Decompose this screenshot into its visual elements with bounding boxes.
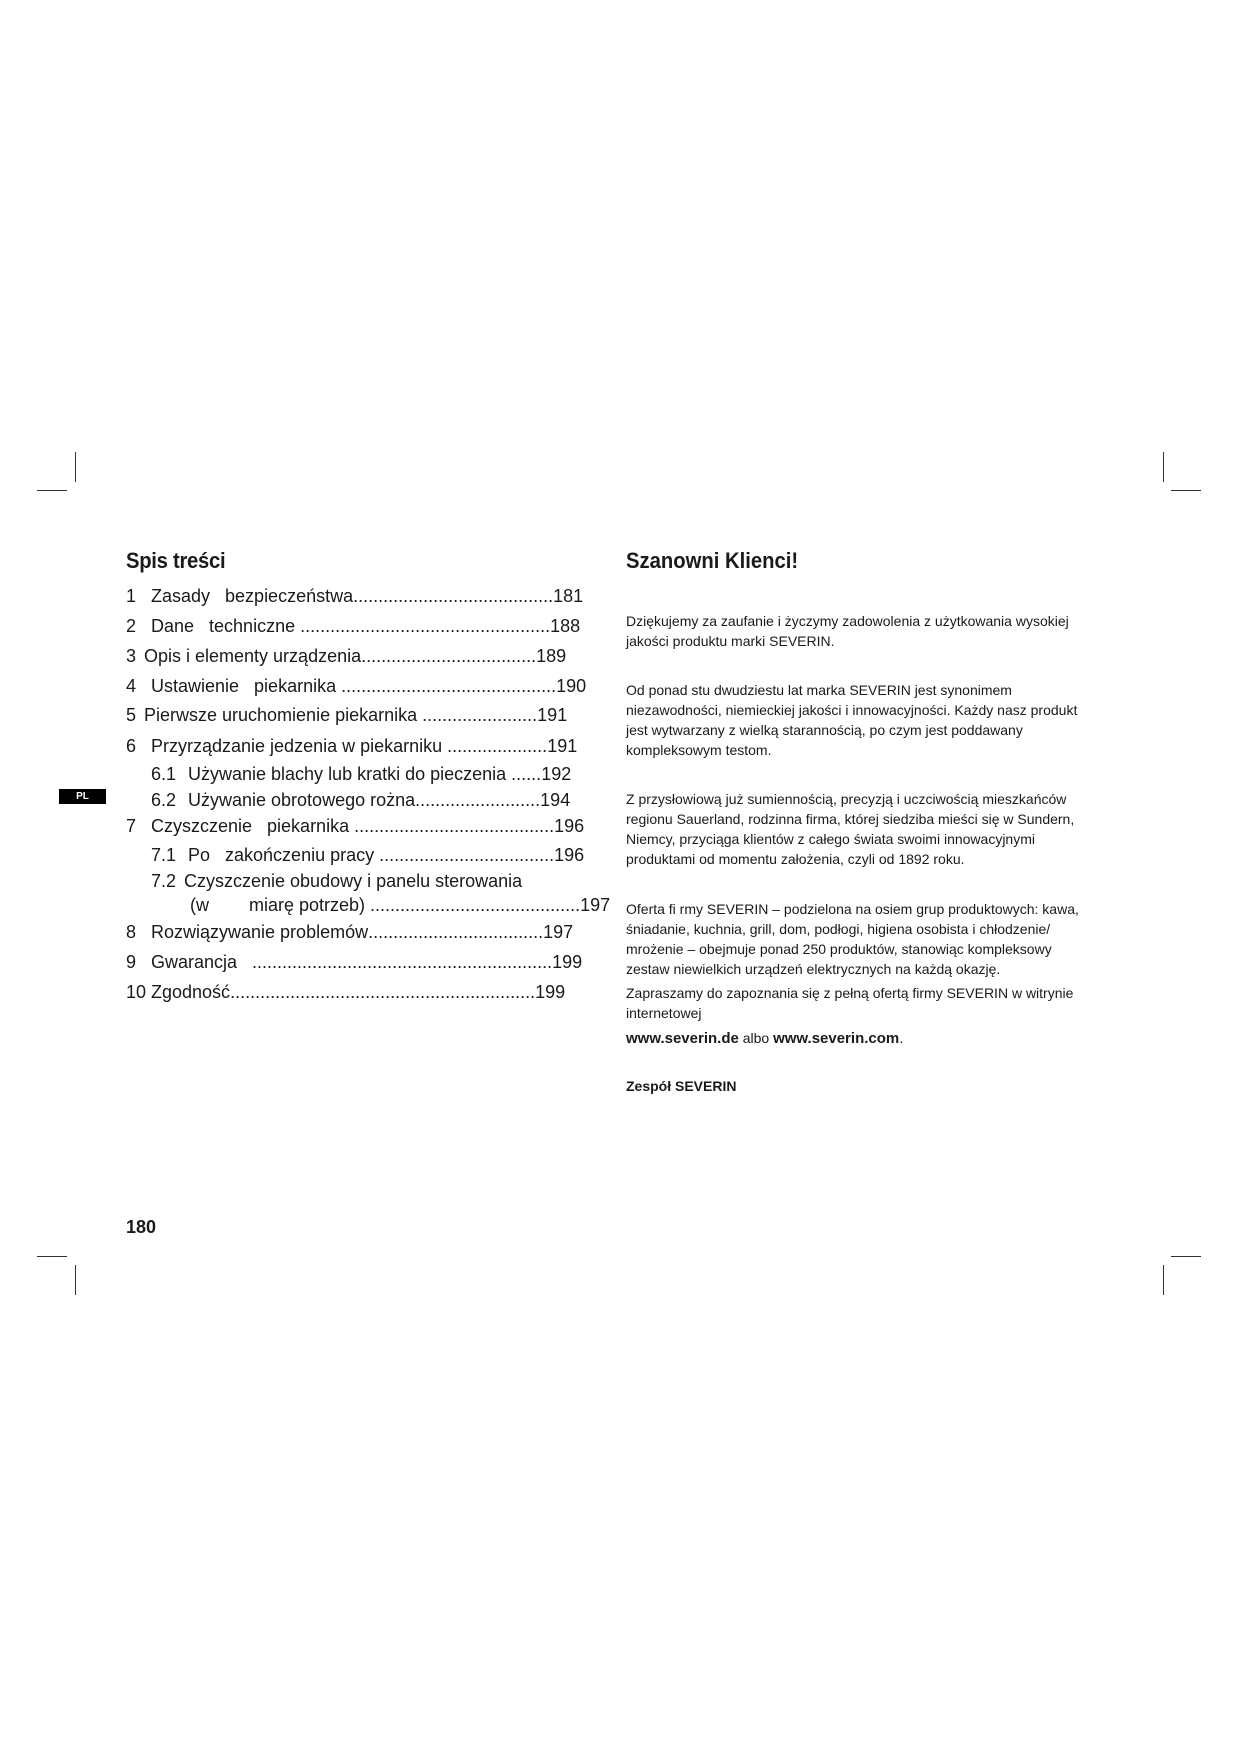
website-link-com[interactable]: www.severin.com xyxy=(773,1030,900,1047)
toc-item-label: Używanie blachy lub kratki do pieczenia xyxy=(188,764,507,784)
toc-item xyxy=(190,894,610,916)
toc-item-dots: .................... xyxy=(442,736,548,756)
toc-item-page: 194 xyxy=(540,790,571,810)
toc-item xyxy=(126,645,566,667)
toc-item-label: Opis i elementy urządzenia xyxy=(144,646,362,666)
letter-websites xyxy=(626,1028,1096,1049)
website-end: . xyxy=(899,1030,904,1047)
letter-paragraph-invite: Zapraszamy do zapoznania się z pełną ofertą firmy SEVERIN w witrynie internetowej xyxy=(626,985,1074,1021)
toc-item-page: 197 xyxy=(543,922,574,942)
toc-item-label: Ustawienie piekarnika xyxy=(151,676,337,696)
toc-item-number: 1 xyxy=(126,586,137,606)
letter-paragraph-history: Od ponad stu dwudziestu lat marka SEVERIN jest synonimem niezawodności, niemieckiej jakości i innowacyjności. Każdy nasz produkt jest wytwarzany z wielką starannością, po czym jest poddawany kompleksowym testom. xyxy=(626,682,1078,758)
toc-item-dots: ................................... xyxy=(368,922,544,942)
toc-item-number: 2 xyxy=(126,616,137,636)
letter-paragraph-offer: Oferta fi rmy SEVERIN – podzielona na osiem grup produktowych: kawa, śniadanie, kuchnia, grill, dom, podłogi, higiena osobista i chłodzenie/ mrożenie – obejmuje ponad 250 produktów, stanowiąc kompleksowy zestaw niewielkich urządzeń elektrycznych na każdą okazję. xyxy=(626,901,1079,977)
toc-item-number: 7.2 xyxy=(151,871,177,891)
toc-item-number: 10 xyxy=(126,982,147,1002)
toc-item xyxy=(126,704,567,726)
toc-item-page: 192 xyxy=(541,764,572,784)
toc-item-dots: ....................... xyxy=(417,705,538,725)
toc-item-page: 199 xyxy=(552,952,583,972)
crop-mark-bottom-left-v xyxy=(75,1265,76,1295)
toc-item xyxy=(126,981,565,1003)
toc-item-page: 196 xyxy=(554,816,585,836)
letter-paragraph-thanks: Dziękujemy za zaufanie i życzymy zadowolenia z użytkowania wysokiej jakości produktu marki SEVERIN. xyxy=(626,613,1069,649)
toc-item-number: 5 xyxy=(126,705,137,725)
toc-item-dots: ......................... xyxy=(415,790,541,810)
toc-item-page: 199 xyxy=(535,982,566,1002)
toc-item xyxy=(151,789,570,811)
toc-item-dots: ................................... xyxy=(374,845,555,865)
toc-item-label: (w miarę potrzeb) xyxy=(190,895,366,915)
toc-item-number: 9 xyxy=(126,952,137,972)
toc-item-dots: ............................................................. xyxy=(230,982,536,1002)
toc-item xyxy=(126,921,573,943)
toc-item-dots: ...... xyxy=(506,764,542,784)
toc-item-page: 197 xyxy=(580,895,611,915)
letter-paragraph-sauerland: Z przysłowiową już sumiennością, precyzją i uczciwością mieszkańców regionu Sauerland, rodzinna firma, której siedziba mieści się w Sundern, Niemcy, przyciąga klientów z całego świata swoimi innowacyjnymi produktami od momentu założenia, czyli od 1892 roku. xyxy=(626,791,1075,867)
toc-item-label: Dane techniczne xyxy=(151,616,296,636)
website-link-de[interactable]: www.severin.de xyxy=(626,1030,739,1047)
toc-item-label: Zasady bezpieczeństwa xyxy=(151,586,354,606)
toc-item-dots: ........................................... xyxy=(336,676,557,696)
toc-item-dots: ........................................ xyxy=(353,586,554,606)
toc-item-dots: ................................... xyxy=(361,646,537,666)
letter-signature: Zespół SEVERIN xyxy=(626,1078,737,1094)
toc-item-label: Gwarancja xyxy=(151,952,238,972)
crop-mark-bottom-right-v xyxy=(1163,1265,1164,1295)
toc-item-number: 7 xyxy=(126,816,137,836)
toc-item-label: Czyszczenie obudowy i panelu sterowania xyxy=(184,871,523,891)
toc-item xyxy=(126,951,582,973)
toc-item-page: 181 xyxy=(553,586,584,606)
toc-item-dots: .................................................. xyxy=(295,616,551,636)
toc-item-number: 6 xyxy=(126,736,137,756)
toc-item xyxy=(126,815,584,837)
toc-item-label: Pierwsze uruchomienie piekarnika xyxy=(144,705,418,725)
toc-title: Spis treści xyxy=(126,548,226,573)
toc-item xyxy=(151,844,584,866)
toc-item-dots: ............................................................ xyxy=(237,952,553,972)
toc-item xyxy=(151,870,522,892)
crop-mark-top-left-v xyxy=(75,452,76,482)
toc-item-number: 8 xyxy=(126,922,137,942)
crop-mark-top-right-h xyxy=(1171,490,1201,491)
toc-item-label: Rozwiązywanie problemów xyxy=(151,922,369,942)
toc-item-number: 6.1 xyxy=(151,764,177,784)
letter-title: Szanowni Klienci! xyxy=(626,548,799,573)
toc-item-dots: ........................................ xyxy=(349,816,555,836)
toc-item-number: 4 xyxy=(126,676,137,696)
toc-item-label: Przyrządzanie jedzenia w piekarniku xyxy=(151,736,443,756)
toc-item-label: Używanie obrotowego rożna xyxy=(188,790,416,810)
toc-item xyxy=(126,675,586,697)
toc-item-page: 191 xyxy=(547,736,578,756)
toc-item-number: 7.1 xyxy=(151,845,177,865)
toc-item-label: Czyszczenie piekarnika xyxy=(151,816,350,836)
page-number: 180 xyxy=(126,1217,157,1237)
toc-item-page: 191 xyxy=(537,705,568,725)
toc-item-page: 196 xyxy=(554,845,585,865)
toc-item xyxy=(126,615,580,637)
toc-item-label: Po zakończeniu pracy xyxy=(188,845,375,865)
crop-mark-bottom-left-h xyxy=(37,1256,67,1257)
toc-item-page: 190 xyxy=(556,676,587,696)
toc-item xyxy=(126,585,583,607)
crop-mark-top-left-h xyxy=(37,490,67,491)
language-tab: PL xyxy=(59,789,106,804)
toc-item xyxy=(151,763,571,785)
toc-item-label: Zgodność xyxy=(151,982,231,1002)
toc-item-number: 6.2 xyxy=(151,790,177,810)
toc-item-page: 189 xyxy=(536,646,567,666)
crop-mark-top-right-v xyxy=(1163,452,1164,482)
toc-item xyxy=(126,735,577,757)
toc-item-number: 3 xyxy=(126,646,137,666)
toc-item-page: 188 xyxy=(550,616,581,636)
crop-mark-bottom-right-h xyxy=(1171,1256,1201,1257)
toc-item-dots: .......................................... xyxy=(365,895,581,915)
website-joiner: albo xyxy=(738,1030,774,1046)
